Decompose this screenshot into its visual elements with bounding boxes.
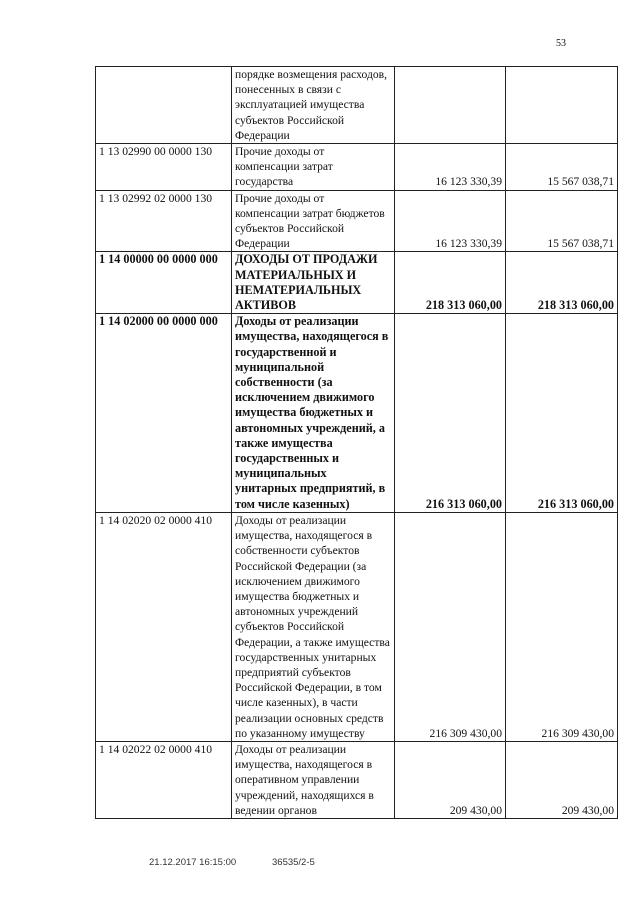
amount-cell-1: 216 309 430,00: [395, 512, 506, 741]
code-cell: 1 14 02000 00 0000 000: [96, 314, 232, 513]
code-cell: 1 14 02020 02 0000 410: [96, 512, 232, 741]
name-cell: Прочие доходы от компенсации затрат бюджетов субъектов Российской Федерации: [232, 190, 395, 252]
name-cell: Прочие доходы от компенсации затрат государства: [232, 144, 395, 191]
table-row: [96, 190, 618, 252]
amount-cell-1: 16 123 330,39: [395, 144, 506, 191]
revenue-table: [95, 66, 618, 819]
name-cell: Доходы от реализации имущества, находящегося в собственности субъектов Российской Федерации (за исключением движимого имущества бюджетных и автономных учреждений субъектов Российской Федерации, а также имущества государственных унитарных предприятий субъектов Российской Федерации, в том числе казенных), в части реализации основных средств по указанному имуществу: [232, 512, 395, 741]
code-cell: 1 13 02992 02 0000 130: [96, 190, 232, 252]
table-row: [96, 314, 618, 513]
table-row: [96, 67, 618, 144]
code-cell: 1 13 02990 00 0000 130: [96, 144, 232, 191]
amount-cell-1: 216 313 060,00: [395, 314, 506, 513]
amount-cell-1: 218 313 060,00: [395, 252, 506, 314]
code-cell: [96, 67, 232, 144]
table-row: [96, 741, 618, 818]
page-number: 53: [556, 38, 566, 49]
table-row: [96, 144, 618, 191]
amount-cell-2: 15 567 038,71: [506, 190, 618, 252]
amount-cell-2: 216 313 060,00: [506, 314, 618, 513]
amount-cell-2: 216 309 430,00: [506, 512, 618, 741]
amount-cell-1: 209 430,00: [395, 741, 506, 818]
amount-cell-2: 15 567 038,71: [506, 144, 618, 191]
table-row: [96, 512, 618, 741]
name-cell: Доходы от реализации имущества, находящегося в оперативном управлении учреждений, находящихся в ведении органов: [232, 741, 395, 818]
amount-cell-1: 16 123 330,39: [395, 190, 506, 252]
footer-document-number: 36535/2-5: [272, 857, 315, 868]
amount-cell-1: [395, 67, 506, 144]
table-row: [96, 252, 618, 314]
name-cell: ДОХОДЫ ОТ ПРОДАЖИ МАТЕРИАЛЬНЫХ И НЕМАТЕРИАЛЬНЫХ АКТИВОВ: [232, 252, 395, 314]
name-cell: порядке возмещения расходов, понесенных в связи с эксплуатацией имущества субъектов Российской Федерации: [232, 67, 395, 144]
code-cell: 1 14 02022 02 0000 410: [96, 741, 232, 818]
amount-cell-2: [506, 67, 618, 144]
amount-cell-2: 218 313 060,00: [506, 252, 618, 314]
code-cell: 1 14 00000 00 0000 000: [96, 252, 232, 314]
name-cell: Доходы от реализации имущества, находящегося в государственной и муниципальной собственности (за исключением движимого имущества бюджетных и автономных учреждений, а также имущества государственных и муниципальных унитарных предприятий, в том числе казенных): [232, 314, 395, 513]
footer-timestamp: 21.12.2017 16:15:00: [149, 857, 237, 868]
amount-cell-2: 209 430,00: [506, 741, 618, 818]
